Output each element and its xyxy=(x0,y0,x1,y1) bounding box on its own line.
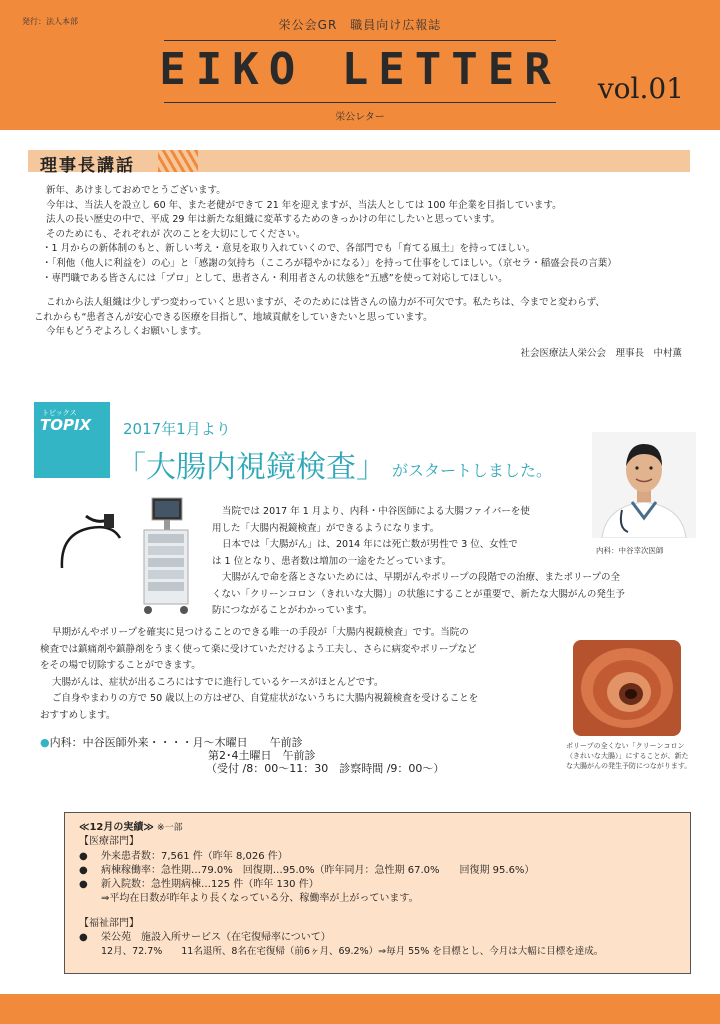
text-line: 大腸がんは、症状が出るころにはすでに進行しているケースがほとんどです。 xyxy=(52,676,384,688)
footer-band xyxy=(0,994,720,1024)
topix-label: TOPIX xyxy=(40,416,92,434)
clinic-line-2: 第2･4土曜日 午前診 xyxy=(208,749,316,762)
text-line: 早期がんやポリープを確実に見つけることのできる唯一の手段が「大腸内視鏡検査」です。当院の xyxy=(52,627,469,638)
text-line: 新年、あけましておめでとうございます。 xyxy=(46,185,226,196)
results-note: ※一部 xyxy=(157,823,183,833)
section-heading-greeting xyxy=(28,150,690,176)
newsletter-title: EIKO LETTER xyxy=(159,44,561,95)
monthly-results-box xyxy=(64,812,691,974)
medical-item-admissions: 新入院数：急性期病棟…125 件（昨年 130 件） xyxy=(101,879,319,891)
text-line: 防につながることがわかっています。 xyxy=(212,605,373,616)
text-line: ・1 月からの新体制のもと、新しい考え・意見を取り入れていくので、各部門でも「育てる風土」を持ってほしい。 xyxy=(42,243,536,255)
medical-item-outpatients: 外来患者数：7,561 件（昨年 8,026 件） xyxy=(101,850,288,862)
topic-body-right xyxy=(212,504,625,620)
topix-label-small: トピックス xyxy=(42,409,77,417)
medical-item-occupancy: 病棟稼働率：急性期…79.0% 回復期…95.0%（昨年同月：急性期 67.0% 回復期 95.6%） xyxy=(101,864,535,876)
welfare-heading: 【福祉部門】 xyxy=(79,917,139,929)
text-line: これから法人組織は少しずつ変わっていくと思いますが、そのためには皆さんの協力が不可欠です。私たちは、今までと変わらず、 xyxy=(46,297,605,308)
topix-badge xyxy=(34,402,110,478)
endoscope-equipment-image xyxy=(56,494,196,618)
signature: 社会医療法人栄公会 理事長 中村薫 xyxy=(520,348,682,359)
bullet-icon: ● xyxy=(79,932,88,944)
text-line: 日本では「大腸がん」は、2014 年には死亡数が男性で 3 位、女性で xyxy=(222,539,518,550)
bullet-icon: ● xyxy=(79,850,88,862)
medical-note: ⇒平均在日数が昨年より長くなっている分、稼働率が上がっています。 xyxy=(101,893,419,905)
volume-number: vol.01 xyxy=(597,72,684,105)
text-line: 大腸がんで命を落とさないためには、早期がんやポリープの段階での治療、またポリープの全 xyxy=(222,572,621,583)
colon-caption: ポリープの全くない「クリーンコロン（きれいな大腸）」にすることが、新たな大腸がんの発生予防につながります。 xyxy=(566,742,692,770)
bullet-icon: ● xyxy=(79,879,88,891)
masthead xyxy=(0,0,720,130)
welfare-detail: 12月、72.7% 11名退所、8名在宅復帰（前6ヶ月、69.2%）⇒毎月 55% を目標とし、今月は大幅に目標を達成。 xyxy=(101,946,604,958)
clinic-line-1: 内科：中谷医師外来・・・・月～木曜日 午前診 xyxy=(49,736,303,749)
clean-colon-photo xyxy=(573,640,681,736)
clinic-line-3: （受付 /8：00～11：30 診察時間 /9：00～） xyxy=(206,762,445,775)
masthead-rule-bottom xyxy=(164,102,556,103)
text-line: ・専門職である皆さんには「プロ」として、患者さん・利用者さんの状態を“五感”を使って対応してほしい。 xyxy=(42,272,508,284)
text-line: 今年は、当法人を設立し 60 年、また老健ができて 21 年を迎えますが、当法人としては 100 年企業を目指しています。 xyxy=(46,199,562,211)
text-line: 今年もどうぞよろしくお願いします。 xyxy=(46,326,207,338)
hatch-decoration xyxy=(158,150,198,172)
clinic-schedule xyxy=(40,736,444,775)
text-line: は 1 位となり、患者数は増加の一途をたどっています。 xyxy=(212,555,452,567)
text-line: 検査では鎮痛剤や鎮静剤をうまく使って楽に受けていただけるよう工夫し、さらに病変やポリープなど xyxy=(40,643,477,655)
medical-heading: 【医療部門】 xyxy=(79,836,139,848)
bullet-dot-icon: ● xyxy=(40,736,50,749)
doctor-caption: 内科：中谷幸次医師 xyxy=(596,546,664,555)
text-line: おすすめします。 xyxy=(40,709,116,721)
greeting-paragraph-2 xyxy=(34,296,694,340)
newsletter-title-kana: 栄公レター xyxy=(335,112,385,123)
results-title: ≪12月の実績≫ xyxy=(79,822,154,833)
topic-main-title: 「大腸内視鏡検査」 xyxy=(116,450,386,485)
publisher-label: 発行：法人本部 xyxy=(22,17,78,26)
section-heading-text: 理事長講話 xyxy=(40,156,135,176)
bullet-icon: ● xyxy=(79,864,88,876)
text-line: ご自身やまわりの方で 50 歳以上の方はぜひ、自覚症状がないうちに大腸内視鏡検査を受けることを xyxy=(52,693,479,704)
newsletter-subtitle: 栄公会GR 職員向け広報誌 xyxy=(278,18,442,32)
greeting-paragraph-1 xyxy=(42,184,706,286)
masthead-rule-top xyxy=(164,40,556,41)
results-body xyxy=(79,821,603,960)
welfare-item: 栄公苑 施設入所サービス（在宅復帰率について） xyxy=(101,932,331,944)
text-line: これからも“患者さんが安心できる医療を目指し”、地域貢献をしていきたいと思っています。 xyxy=(34,311,433,323)
spacer xyxy=(79,907,603,917)
text-line: 法人の長い歴史の中で、平成 29 年は新たな組織に変革するためのきっかけの年にしたいと思っています。 xyxy=(46,214,501,226)
text-line: そのためにも、それぞれが 次のことを大切にしてください。 xyxy=(46,228,306,240)
text-line: くない「クリーンコロン（きれいな大腸）」の状態にすることが重要で、新たな大腸がんの発生予 xyxy=(212,588,625,600)
text-line: 用した「大腸内視鏡検査」ができるようになります。 xyxy=(212,522,440,534)
topic-body-left xyxy=(40,625,478,724)
text-line: をその場で切除することができます。 xyxy=(40,660,201,671)
topic-title-tail: がスタートしました。 xyxy=(392,461,553,480)
text-line: 当院では 2017 年 1 月より、内科・中谷医師による大腸ファイバーを使 xyxy=(222,506,530,517)
topic-date: 2017年1月より xyxy=(123,420,231,438)
text-line: ・「利他（他人に利益を）の心」と「感謝の気持ち（こころが穏やかになる）」を持って仕事をしてほしい。（京セラ・稲盛会長の言葉） xyxy=(42,257,617,269)
